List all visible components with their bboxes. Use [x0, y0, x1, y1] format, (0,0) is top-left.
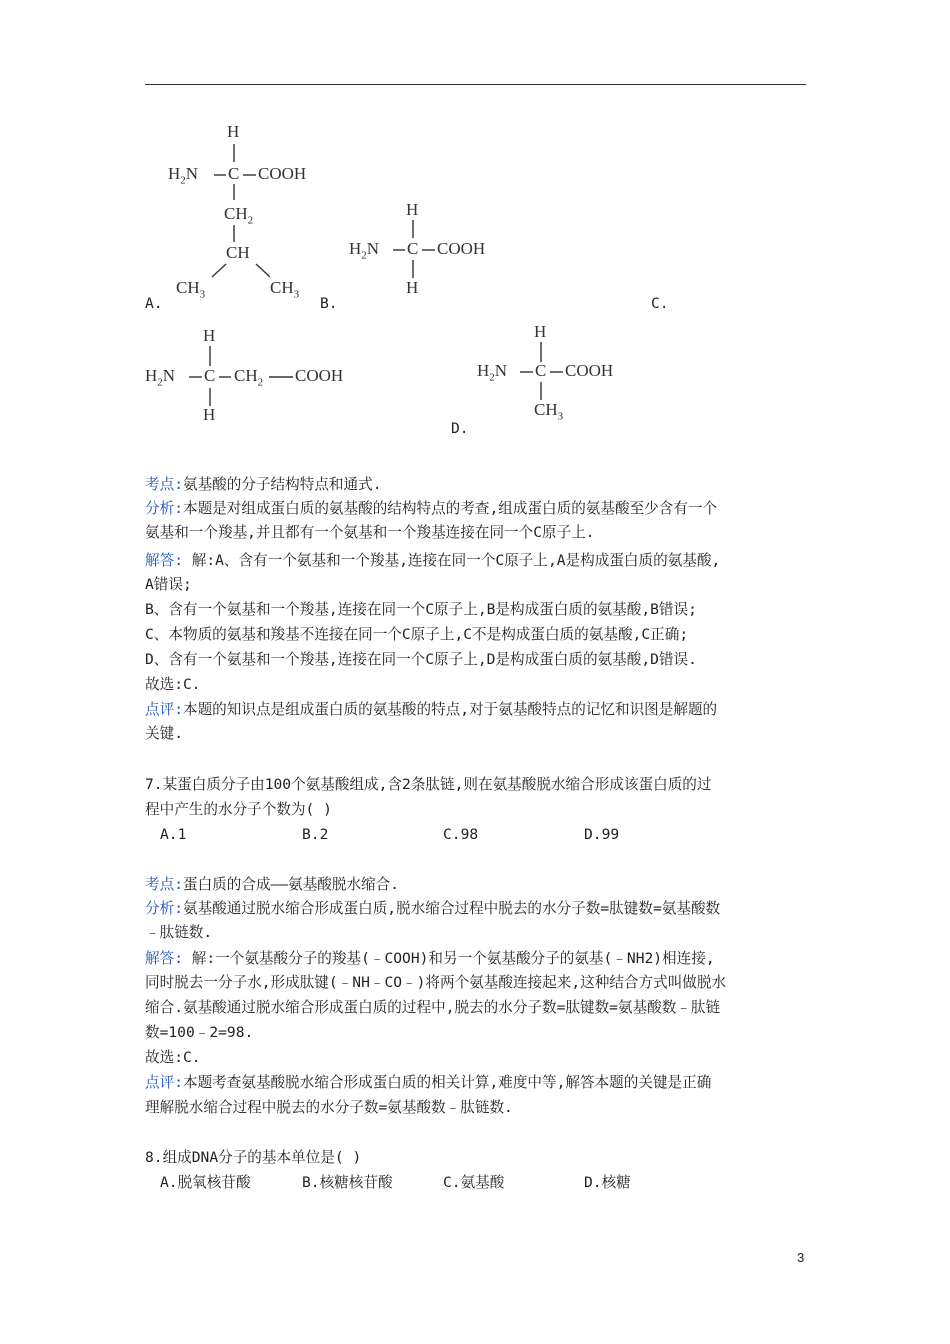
- struct-d-ch3-text: CH: [534, 400, 558, 419]
- q8-option-b: B.核糖核苷酸: [302, 1174, 393, 1191]
- q6-guxuan: 故选:C.: [145, 676, 201, 693]
- struct-a-center: C: [228, 164, 240, 183]
- q7-kaodian-label: 考点:: [145, 876, 183, 893]
- q7-jieda-label: 解答:: [145, 950, 183, 967]
- struct-c-amino: [145, 366, 175, 388]
- q6-jieda-label: 解答:: [145, 552, 183, 569]
- q6-dianping-text-2: 关键.: [145, 725, 183, 742]
- q7-kaodian: [145, 873, 399, 897]
- struct-a-ch2: [224, 204, 253, 226]
- q7-jieda-text-3: 缩合.氨基酸通过脱水缩合形成蛋白质的过程中,脱去的水分子数=肽键数=氨基酸数﹣肽链: [145, 999, 721, 1016]
- option-d-label: D.: [451, 420, 469, 437]
- q7-kaodian-text: 蛋白质的合成——氨基酸脱水缩合.: [182, 876, 400, 893]
- struct-c-amino-n: N: [162, 366, 176, 385]
- struct-c-center: C: [204, 366, 216, 385]
- structure-c: [145, 322, 375, 432]
- q6-jieda: [145, 549, 720, 573]
- struct-a-amino-sub: 2: [180, 174, 186, 187]
- struct-c-ch2-text: CH: [234, 366, 258, 385]
- struct-d-center: C: [535, 361, 547, 380]
- q7-fenxi-text-2: ﹣肽链数.: [145, 924, 213, 941]
- struct-d-amino-sub: 2: [489, 371, 495, 384]
- q7-dianping-text-2: 理解脱水缩合过程中脱去的水分子数=氨基酸数﹣肽链数.: [145, 1099, 513, 1116]
- q7-stem-1: 7.某蛋白质分子由100个氨基酸组成,含2条肽链,则在氨基酸脱水缩合形成该蛋白质的过: [145, 776, 712, 793]
- q6-kaodian: [145, 473, 382, 497]
- q6-fenxi-text-1: 本题是对组成蛋白质的氨基酸的结构特点的考查,组成蛋白质的氨基酸至少含有一个: [182, 500, 718, 517]
- struct-a-ch3-right-text: CH: [270, 278, 294, 297]
- q7-jieda-text-2: 同时脱去一分子水,形成肽键(﹣NH﹣CO﹣)将两个氨基酸连接起来,这种结合方式叫做脱水: [145, 974, 727, 991]
- q7-dianping-label: 点评:: [145, 1074, 183, 1091]
- q7-option-d: D.99: [584, 826, 620, 843]
- q7-fenxi-text-1: 氨基酸通过脱水缩合形成蛋白质,脱水缩合过程中脱去的水分子数=肽键数=氨基酸数: [182, 900, 721, 917]
- struct-d-amino-h: H: [477, 361, 490, 380]
- q6-dianping-text-1: 本题的知识点是组成蛋白质的氨基酸的特点,对于氨基酸特点的记忆和识图是解题的: [182, 701, 718, 718]
- struct-c-cooh: COOH: [295, 366, 344, 385]
- q7-stem-2: 程中产生的水分子个数为( ): [145, 801, 332, 818]
- page-number: 3: [797, 1250, 805, 1265]
- q8-option-c: C.氨基酸: [443, 1174, 505, 1191]
- q7-dianping: [145, 1071, 711, 1095]
- struct-b-center: C: [407, 239, 419, 258]
- q6-fenxi-text-2: 氨基和一个羧基,并且都有一个氨基和一个羧基连接在同一个C原子上.: [145, 524, 595, 541]
- struct-a-ch2-text: CH: [224, 204, 248, 223]
- structure-b: [345, 196, 515, 306]
- struct-a-ch: CH: [226, 243, 250, 262]
- struct-c-amino-h: H: [145, 366, 158, 385]
- q7-option-b: B.2: [302, 826, 329, 843]
- q6-jieda-text-1: 解:A、含有一个氨基和一个羧基,连接在同一个C原子上,A是构成蛋白质的氨基酸,: [182, 552, 721, 569]
- header-rule: [145, 84, 806, 85]
- struct-b-amino-h: H: [349, 239, 362, 258]
- q7-dianping-text-1: 本题考查氨基酸脱水缩合形成蛋白质的相关计算,难度中等,解答本题的关键是正确: [182, 1074, 712, 1091]
- struct-d-amino-n: N: [494, 361, 508, 380]
- struct-b-amino-sub: 2: [361, 249, 367, 262]
- q7-fenxi: [145, 897, 720, 921]
- struct-a-amino-n: N: [185, 164, 199, 183]
- structure-a: [160, 120, 330, 305]
- struct-d-top: H: [534, 322, 547, 341]
- q7-guxuan: 故选:C.: [145, 1049, 201, 1066]
- q6-kaodian-label: 考点:: [145, 476, 183, 493]
- struct-b-top: H: [406, 200, 419, 219]
- structure-d: [475, 318, 645, 428]
- q7-jieda: [145, 947, 715, 971]
- q6-jieda-text-2: A错误;: [145, 576, 192, 593]
- q7-option-c: C.98: [443, 826, 479, 843]
- q6-dianping-label: 点评:: [145, 701, 183, 718]
- q7-fenxi-label: 分析:: [145, 900, 183, 917]
- struct-a-ch3-left-text: CH: [176, 278, 200, 297]
- q8-option-a: A.脱氧核苷酸: [160, 1174, 251, 1191]
- struct-a-ch2-sub: 2: [247, 214, 254, 227]
- struct-b-bottom: H: [406, 278, 419, 297]
- q6-fenxi-label: 分析:: [145, 500, 183, 517]
- struct-b-amino: [349, 239, 379, 261]
- struct-b-amino-n: N: [366, 239, 380, 258]
- struct-a-ch3-left: [176, 278, 205, 300]
- struct-a-amino: [168, 164, 198, 186]
- struct-d-cooh: COOH: [565, 361, 614, 380]
- struct-d-ch3: [534, 400, 563, 422]
- q6-jieda-text-5: D、含有一个氨基和一个羧基,连接在同一个C原子上,D是构成蛋白质的氨基酸,D错误.: [145, 651, 697, 668]
- option-b-label: B.: [320, 295, 338, 312]
- struct-d-ch3-sub: 3: [557, 410, 564, 423]
- q6-fenxi: [145, 497, 717, 521]
- struct-a-cooh: COOH: [258, 164, 307, 183]
- struct-c-ch2-sub: 2: [257, 376, 264, 389]
- struct-c-top: H: [203, 326, 216, 345]
- struct-a-ch3-left-sub: 3: [199, 288, 206, 301]
- q8-option-d: D.核糖: [584, 1174, 631, 1191]
- struct-a-ch3-right-sub: 3: [293, 288, 300, 301]
- struct-c-ch2: [234, 366, 263, 388]
- struct-c-amino-sub: 2: [157, 376, 163, 389]
- q6-dianping: [145, 698, 717, 722]
- q6-jieda-text-4: C、本物质的氨基和羧基不连接在同一个C原子上,C不是构成蛋白质的氨基酸,C正确;: [145, 626, 689, 643]
- q8-stem: 8.组成DNA分子的基本单位是( ): [145, 1149, 362, 1166]
- struct-d-amino: [477, 361, 507, 383]
- q7-jieda-text-1: 解:一个氨基酸分子的羧基(﹣COOH)和另一个氨基酸分子的氨基(﹣NH2)相连接,: [182, 950, 715, 967]
- q6-jieda-text-3: B、含有一个氨基和一个羧基,连接在同一个C原子上,B是构成蛋白质的氨基酸,B错误;: [145, 601, 697, 618]
- struct-c-bottom: H: [203, 405, 216, 424]
- struct-a-ch3-right: [270, 278, 299, 300]
- option-a-label: A.: [145, 295, 163, 312]
- struct-b-cooh: COOH: [437, 239, 486, 258]
- struct-a-top: H: [227, 122, 240, 141]
- q7-option-a: A.1: [160, 826, 187, 843]
- q7-jieda-text-4: 数=100﹣2=98.: [145, 1024, 254, 1041]
- option-c-label: C.: [651, 295, 669, 312]
- struct-a-amino-h: H: [168, 164, 181, 183]
- q6-kaodian-text: 氨基酸的分子结构特点和通式.: [182, 476, 382, 493]
